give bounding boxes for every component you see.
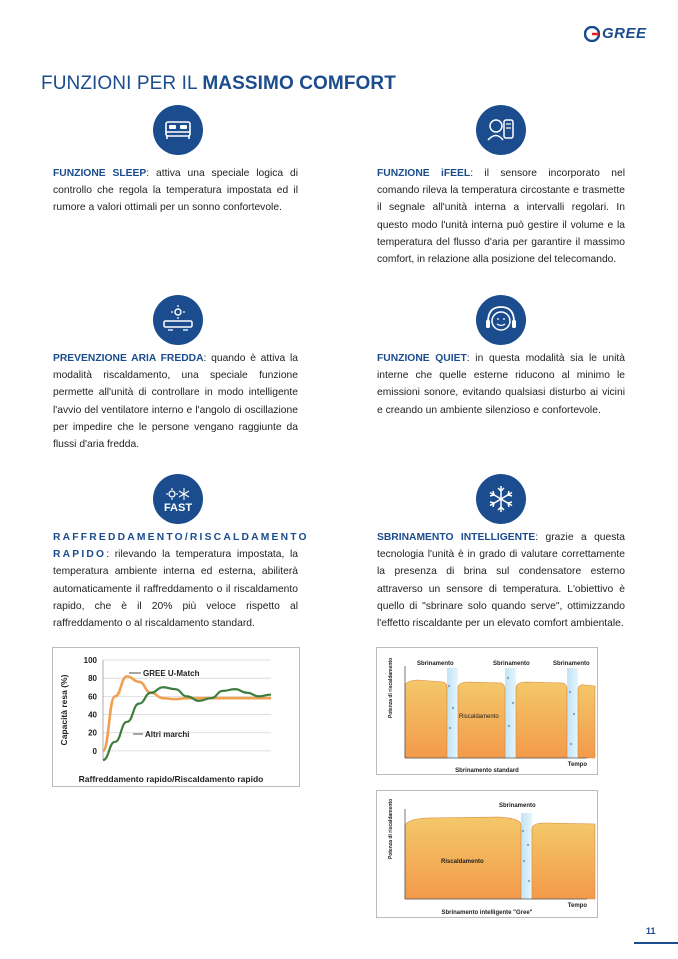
- standard-defrost-chart-svg: [377, 648, 597, 774]
- gree-logo: [584, 26, 654, 42]
- ifeel-heading: FUNZIONE iFEEL: [377, 168, 471, 179]
- defrost-heading: SBRINAMENTO INTELLIGENTE: [377, 532, 536, 543]
- annotation-gree-umatch: GREE U-Match: [143, 669, 200, 678]
- sleep-description: : attiva una speciale logica di controllo che regola la temperatura impostata ed il rumore a valori ottimali per un sonno confortevole.: [53, 168, 298, 214]
- fast-cooling-heating-text: [53, 529, 309, 632]
- heating-period-1: [405, 680, 447, 758]
- y-tick-label: 100: [83, 656, 97, 665]
- y-axis-label: Capacità resa (%): [59, 674, 69, 746]
- defrost-int-title: Sbrinamento intelligente "Gree": [441, 910, 533, 916]
- defrost-std-title: Sbrinamento standard: [455, 768, 519, 774]
- defrost-std-label-3: Sbrinamento: [553, 661, 590, 667]
- ifeel-remote-icon: [476, 105, 526, 155]
- fast-icon-label: FAST: [163, 502, 193, 514]
- bed-icon: [153, 105, 203, 155]
- heating-period-4: [578, 685, 595, 758]
- sleep-function-text: [53, 165, 298, 217]
- defrost-std-label-1: Sbrinamento: [417, 661, 454, 667]
- y-tick-label: 20: [88, 728, 97, 738]
- defrost-int-label: Sbrinamento: [499, 803, 536, 809]
- page-number-underline: [634, 942, 678, 944]
- cold-air-prevention-text: [53, 350, 298, 453]
- annotation-altri-marchi: Altri marchi: [145, 730, 190, 739]
- y-tick-label: 80: [88, 674, 97, 684]
- heating-int-period-1: [405, 817, 521, 899]
- page-title-bold: MASSIMO COMFORT: [202, 73, 396, 94]
- y-tick-label: 0: [92, 746, 97, 756]
- defrost-period-2: [505, 668, 516, 758]
- ifeel-function-text: [377, 165, 625, 268]
- quiet-headphones-icon: [476, 295, 526, 345]
- x-axis-label: Raffreddamento rapido/Riscaldamento rapido: [78, 774, 264, 784]
- y-tick-label: 60: [88, 692, 97, 702]
- heating-int-period-2: [532, 823, 595, 899]
- series-gree-umatch-line: [103, 676, 271, 751]
- page-title: [41, 73, 396, 95]
- defrost-std-heating-label: Riscaldamento: [459, 714, 499, 720]
- capacity-line-chart-svg: [53, 648, 299, 786]
- intelligent-defrost-chart-svg: [377, 791, 597, 917]
- defrost-int-y-label: Potenza di riscaldamento: [388, 798, 394, 860]
- sleep-heading: FUNZIONE SLEEP: [53, 168, 147, 179]
- heating-period-3: [516, 682, 567, 758]
- defrost-std-x-label: Tempo: [567, 762, 587, 768]
- y-tick-label: 40: [88, 710, 97, 720]
- gree-logo-text: GREE: [602, 25, 647, 42]
- heating-period-2: [458, 682, 505, 758]
- snowflake-icon: [476, 474, 526, 524]
- quiet-function-text: [377, 350, 625, 419]
- air-conditioner-icon: [153, 295, 203, 345]
- fast-icon: [153, 474, 203, 524]
- defrost-int-x-label: Tempo: [567, 903, 587, 909]
- defrost-int-period: [521, 813, 532, 899]
- page-number: 11: [646, 926, 656, 936]
- defrost-std-label-2: Sbrinamento: [493, 661, 530, 667]
- defrost-int-heating-label: Riscaldamento: [441, 859, 484, 865]
- standard-defrost-chart: [376, 647, 598, 775]
- defrost-std-y-label: Potenza di riscaldamento: [388, 657, 394, 719]
- quiet-description: : in questa modalità sia le unità interne che quelle esterne riducono al minimo le emissioni sonore, evitando qualsiasi disturbo ai vicini e creando un ambiente silenzioso e confortevole.: [377, 353, 625, 416]
- cold-air-description: : quando è attiva la modalità riscaldamento, una speciale funzione permette all'unità di controllare in modo intelligente l'avvio del ventilatore interno e l'angolo di oscillazione per impedire che le persone vengano raggiunte da flussi d'aria fredda.: [53, 353, 298, 451]
- intelligent-defrost-chart: [376, 790, 598, 918]
- page-title-prefix: FUNZIONI PER IL: [41, 73, 203, 94]
- defrost-period-3: [567, 668, 578, 758]
- intelligent-defrost-text: [377, 529, 625, 632]
- defrost-description: : grazie a questa tecnologia l'unità è in grado di valutare correttamente la presenza di brina sul condensatore esterno attraverso un sensore di temperatura. L'obiettivo è quello di "sbrinare solo quando serve", ottimizzando l'effetto riscaldante per un elevato comfort ambientale.: [377, 532, 625, 630]
- defrost-period-1: [447, 668, 458, 758]
- gree-logo-icon: [584, 26, 600, 42]
- fast-heading: RAFFREDDAMENTO/RISCALDAMENTO RAPIDO: [53, 532, 309, 561]
- fast-description: : rilevando la temperatura impostata, la temperatura ambiente interna ed esterna, abiliterà automaticamente il raffreddamento o il riscaldamento rapido, che è il 20% più veloce rispetto al raffreddamento o al riscaldamento standard.: [53, 549, 298, 630]
- cold-air-heading: PREVENZIONE ARIA FREDDA: [53, 353, 204, 364]
- quiet-heading: FUNZIONE QUIET: [377, 353, 467, 364]
- ifeel-description: : il sensore incorporato nel comando rileva la temperatura circostante e trasmette il segnale all'unità interna a intervalli regolari. In questo modo l'unità interna può gestire il volume e la temperatura del flusso d'aria per garantire il massimo comfort, in relazione alla posizione del telecomando.: [377, 168, 625, 266]
- capacity-line-chart: [52, 647, 300, 787]
